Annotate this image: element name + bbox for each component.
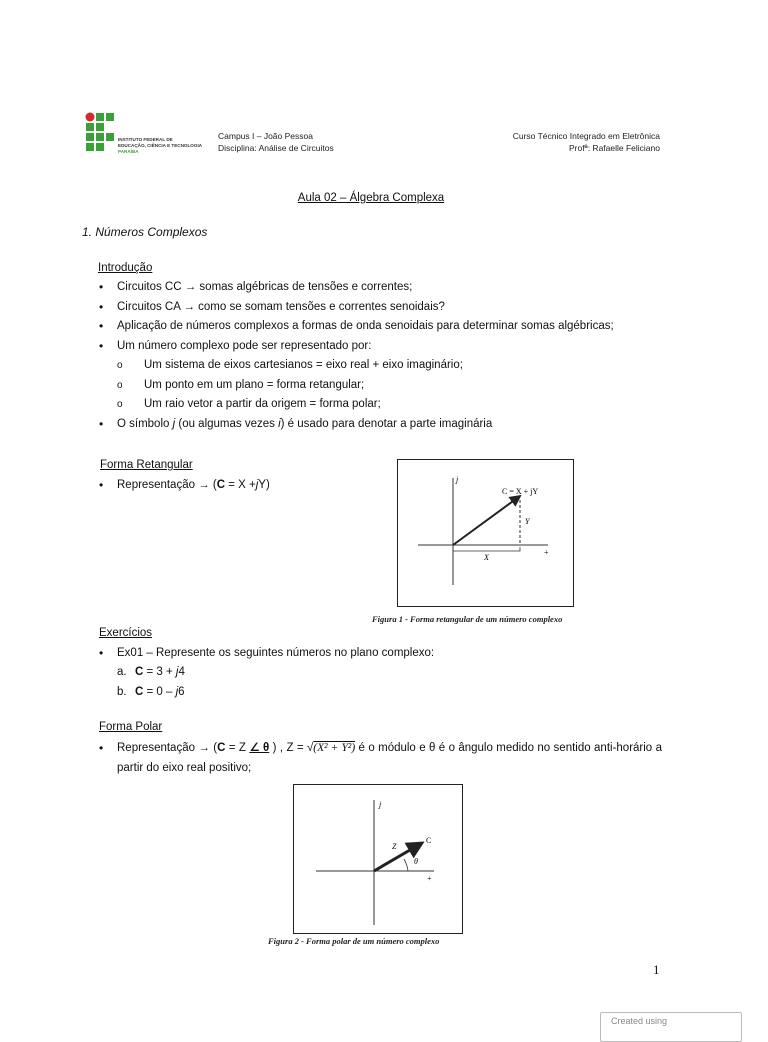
exercise-option-a: a. C = 3 + j4 <box>117 666 185 678</box>
label-j: j <box>456 475 459 484</box>
exercise-option-b: b. C = 0 – j6 <box>117 685 185 698</box>
label-y: Y <box>525 517 530 526</box>
intro-heading: Introdução <box>98 262 153 274</box>
page-title: Aula 02 – Álgebra Complexa <box>297 192 445 204</box>
rect-form-heading: Forma Retangular <box>100 459 193 471</box>
label-theta: θ <box>414 857 418 866</box>
list-item: • Um número complexo pode ser representado por: <box>99 337 614 357</box>
intro-list <box>99 278 614 434</box>
theta-arc <box>404 859 408 871</box>
figure-2-caption: Figura 2 - Forma polar de um número complexo <box>268 936 440 946</box>
created-using-badge[interactable]: Created using <box>600 1012 742 1042</box>
exercise-options <box>117 663 185 702</box>
label-x: X <box>484 553 489 562</box>
sub-list-item: o Um ponto em um plano = forma retangular; <box>117 376 614 396</box>
logo-line-3: PARAÍBA <box>118 149 139 154</box>
logo-line-2: EDUCAÇÃO, CIÊNCIA E TECNOLOGIA <box>118 143 203 148</box>
figure-rectangular-form <box>397 459 574 607</box>
list-item: • Aplicação de números complexos a formas de onda senoidais para determinar somas algébricas; <box>99 317 614 337</box>
polar-form-list <box>99 739 662 778</box>
label-j: j <box>379 800 382 809</box>
vector-c <box>453 496 520 545</box>
header-right <box>513 130 660 154</box>
section-heading-complex-numbers: 1. Números Complexos <box>82 225 208 239</box>
discipline-label: Disciplina: Análise de Circuitos <box>218 143 334 153</box>
figure-polar-form <box>293 784 463 934</box>
label-c: C <box>426 836 432 845</box>
label-z: Z <box>392 842 397 851</box>
label-plus: + <box>427 874 432 883</box>
course-label: Curso Técnico Integrado em Eletrônica <box>512 131 660 141</box>
sub-list-item: o Um raio vetor a partir da origem = forma polar; <box>117 395 614 415</box>
sub-list-item: o Um sistema de eixos cartesianos = eixo real + eixo imaginário; <box>117 356 614 376</box>
logo-line-1: INSTITUTO FEDERAL DE <box>118 137 173 142</box>
polar-representation: • Representação → (C = Z ∠ θ ) , Z = √(X² + Y²) é o módulo e θ é o ângulo medido no sentido anti-horário a partir do eixo real positivo; <box>99 739 662 778</box>
list-item: • Circuitos CA → como se somam tensões e correntes senoidais? <box>99 298 614 318</box>
exercises-heading: Exercícios <box>99 627 153 639</box>
logo-icon <box>84 112 209 156</box>
exercises-list <box>99 644 434 664</box>
campus-label: Campus I – João Pessoa <box>218 131 313 141</box>
institute-logo <box>84 112 209 156</box>
teacher-label: Profª: Rafaelle Feliciano <box>568 143 660 153</box>
page-number: 1 <box>653 962 660 977</box>
polar-form-heading: Forma Polar <box>99 721 163 733</box>
polar-plane-diagram <box>294 785 462 933</box>
label-plus: + <box>544 548 549 557</box>
list-item-imaginary-symbol: • O símbolo j (ou algumas vezes i) é usado para denotar a parte imaginária <box>99 415 614 435</box>
rect-representation: • Representação → (C = X +jY) <box>99 476 270 496</box>
rect-form-list <box>99 476 270 496</box>
exercise-ex01: • Ex01 – Represente os seguintes números no plano complexo: <box>99 644 434 664</box>
logo-red-dot <box>86 113 95 122</box>
header-left <box>218 130 334 154</box>
x-brace <box>453 547 520 551</box>
list-item: • Circuitos CC → somas algébricas de tensões e correntes; <box>99 278 614 298</box>
label-c-equation: C = X + jY <box>502 487 539 496</box>
rect-plane-diagram <box>398 460 573 606</box>
figure-1-caption: Figura 1 - Forma retangular de um número complexo <box>372 614 563 624</box>
